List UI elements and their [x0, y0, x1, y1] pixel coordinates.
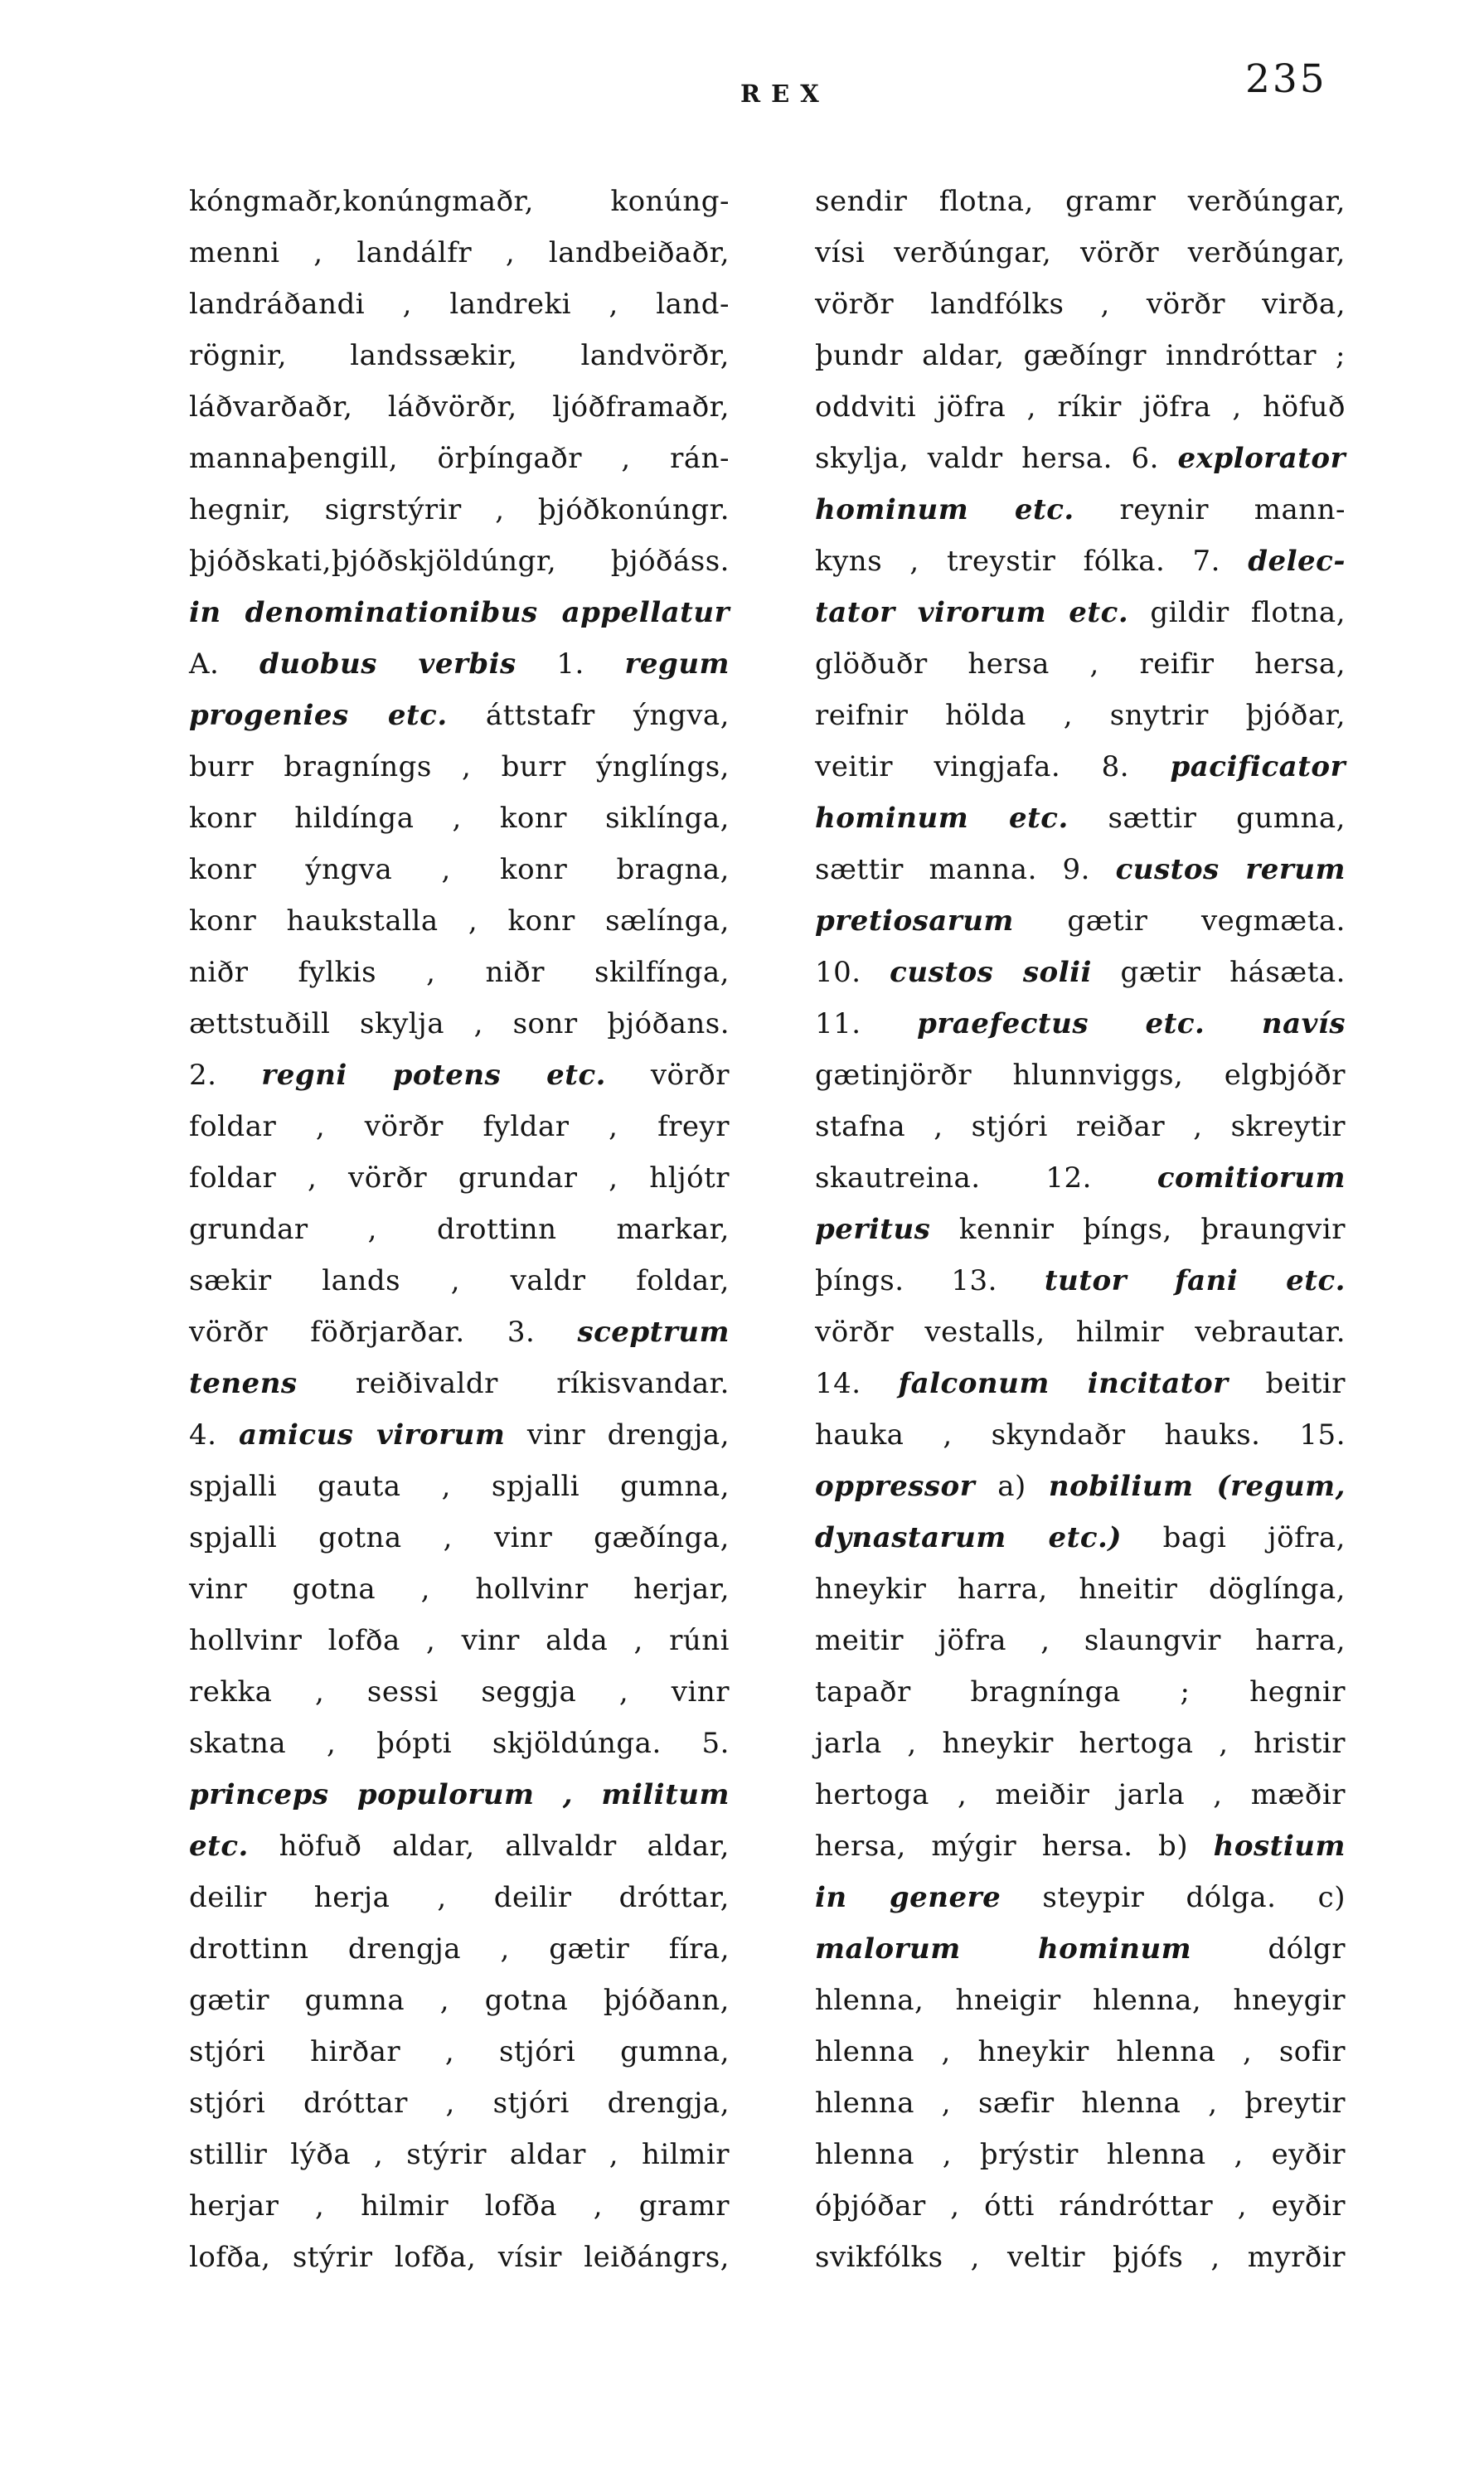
text-line: [815, 2232, 1346, 2283]
text-line: [189, 1512, 730, 1563]
text-line: [189, 1820, 730, 1872]
text-segment: sendir flotna, gramr verðúngar,: [815, 185, 1346, 218]
text-segment: ættstuðill skylja , sonr þjóðans.: [189, 1007, 730, 1040]
text-line: [815, 793, 1346, 844]
latin-term: regni potens etc.: [261, 1059, 606, 1092]
text-segment: steypir dólga. c): [1001, 1881, 1346, 1914]
text-segment: þjóðskati,þjóðskjöldúngr, þjóðáss.: [189, 545, 730, 578]
text-segment: beitir: [1228, 1367, 1346, 1400]
latin-term: falconum incitator: [898, 1367, 1229, 1400]
text-segment: menni , landálfr , landbeiðaðr,: [189, 236, 730, 269]
latin-term: in denominationibus appellatur: [189, 596, 730, 629]
text-line: [815, 1101, 1346, 1152]
text-segment: a): [975, 1470, 1049, 1503]
latin-term: pretiosarum: [815, 904, 1014, 938]
text-segment: mannaþengill, örþíngaðr , rán-: [189, 442, 730, 475]
text-segment: skatna , þópti skjöldúnga. 5.: [189, 1727, 730, 1760]
text-line: [815, 1820, 1346, 1872]
latin-term: duobus verbis: [259, 647, 516, 681]
text-segment: hauka , skyndaðr hauks. 15.: [815, 1418, 1346, 1452]
text-line: [189, 1307, 730, 1358]
text-segment: meitir jöfra , slaungvir harra,: [815, 1624, 1346, 1657]
text-line: [189, 2180, 730, 2232]
latin-term: tator virorum etc.: [815, 596, 1129, 629]
text-line: [815, 433, 1346, 484]
text-line: [189, 741, 730, 793]
text-segment: hlenna, hneigir hlenna, hneygir: [815, 1984, 1346, 2017]
text-line: [189, 227, 730, 279]
text-segment: veitir vingjafa. 8.: [815, 750, 1171, 783]
text-segment: hertoga , meiðir jarla , mæðir: [815, 1778, 1346, 1811]
latin-term: pacificator: [1170, 750, 1346, 783]
text-segment: dólgr: [1191, 1932, 1346, 1966]
text-segment: gætir hásæta.: [1091, 956, 1346, 989]
text-line: [189, 895, 730, 947]
text-line: [189, 433, 730, 484]
latin-term: regum: [624, 647, 730, 681]
text-segment: þíngs. 13.: [815, 1264, 1045, 1297]
text-line: [189, 844, 730, 895]
text-line: [189, 330, 730, 381]
latin-term: progenies etc.: [189, 699, 448, 732]
text-line: [815, 844, 1346, 895]
text-segment: 11.: [815, 1007, 918, 1040]
text-segment: rekka , sessi seggja , vinr: [189, 1675, 730, 1709]
text-line: [189, 1152, 730, 1204]
latin-term: praefectus etc. navís: [917, 1007, 1346, 1040]
text-line: [189, 2129, 730, 2180]
text-segment: skylja, valdr hersa. 6.: [815, 442, 1178, 475]
text-segment: höfuð aldar, allvaldr aldar,: [248, 1830, 730, 1863]
text-line: [815, 947, 1346, 998]
text-segment: láðvarðaðr, láðvörðr, ljóðframaðr,: [189, 390, 730, 424]
text-line: [189, 381, 730, 433]
text-line: [815, 330, 1346, 381]
text-segment: vörðr föðrjarðar. 3.: [189, 1316, 578, 1349]
latin-term: dynastarum etc.): [815, 1521, 1122, 1554]
text-segment: stafna , stjóri reiðar , skreytir: [815, 1110, 1346, 1143]
latin-term: delec-: [1248, 545, 1346, 578]
text-segment: reifnir hölda , snytrir þjóðar,: [815, 699, 1346, 732]
latin-term: comitiorum: [1157, 1161, 1346, 1195]
text-line: [815, 1307, 1346, 1358]
text-line: [189, 1101, 730, 1152]
text-segment: grundar , drottinn markar,: [189, 1213, 730, 1246]
text-segment: kennir þíngs, þraungvir: [930, 1213, 1346, 1246]
text-line: [189, 1563, 730, 1615]
text-line: [189, 1615, 730, 1666]
text-line: [189, 1204, 730, 1255]
text-segment: 4.: [189, 1418, 239, 1452]
text-line: [189, 1255, 730, 1307]
text-line: [815, 1204, 1346, 1255]
text-segment: gætir gumna , gotna þjóðann,: [189, 1984, 730, 2017]
text-line: [189, 947, 730, 998]
text-line: [815, 2077, 1346, 2129]
text-line: [815, 1923, 1346, 1975]
latin-term: in genere: [815, 1881, 1001, 1914]
text-line: [815, 638, 1346, 690]
text-line: [815, 895, 1346, 947]
text-segment: sækir lands , valdr foldar,: [189, 1264, 730, 1297]
text-line: [815, 1666, 1346, 1718]
text-segment: konr hildínga , konr siklínga,: [189, 802, 730, 835]
text-line: [189, 2077, 730, 2129]
latin-term: nobilium (regum,: [1048, 1470, 1346, 1503]
text-segment: bagi jöfra,: [1121, 1521, 1346, 1554]
text-line: [189, 2232, 730, 2283]
text-segment: hlenna , sæfir hlenna , þreytir: [815, 2087, 1346, 2120]
text-line: [815, 1409, 1346, 1461]
latin-term: tutor fani etc.: [1044, 1264, 1346, 1297]
text-line: [189, 793, 730, 844]
text-segment: kóngmaðr,konúngmaðr, konúng-: [189, 185, 730, 218]
text-segment: stillir lýða , stýrir aldar , hilmir: [189, 2138, 730, 2171]
left-column: [189, 176, 730, 2283]
text-segment: hneykir harra, hneitir döglínga,: [815, 1573, 1346, 1606]
text-line: [815, 2026, 1346, 2077]
text-segment: hlenna , þrýstir hlenna , eyðir: [815, 2138, 1346, 2171]
text-segment: vísi verðúngar, vörðr verðúngar,: [815, 236, 1346, 269]
text-segment: 10.: [815, 956, 890, 989]
text-line: [189, 2026, 730, 2077]
text-segment: rögnir, landssækir, landvörðr,: [189, 339, 730, 372]
text-line: [815, 536, 1346, 587]
text-segment: hollvinr lofða , vinr alda , rúni: [189, 1624, 730, 1657]
text-line: [815, 690, 1346, 741]
text-segment: skautreina. 12.: [815, 1161, 1157, 1195]
text-segment: foldar , vörðr grundar , hljótr: [189, 1161, 730, 1195]
text-line: [189, 1050, 730, 1101]
text-line: [815, 1975, 1346, 2026]
text-line: [815, 227, 1346, 279]
text-line: [815, 1872, 1346, 1923]
text-line: [189, 1769, 730, 1820]
text-line: [815, 1769, 1346, 1820]
text-segment: 2.: [189, 1059, 262, 1092]
text-line: [815, 1461, 1346, 1512]
text-segment: 1.: [516, 647, 625, 681]
text-segment: reiðivaldr ríkisvandar.: [297, 1367, 730, 1400]
text-segment: stjóri hirðar , stjóri gumna,: [189, 2035, 730, 2068]
text-line: [815, 1615, 1346, 1666]
text-line: [189, 536, 730, 587]
text-segment: lofða, stýrir lofða, vísir leiðángrs,: [189, 2241, 730, 2274]
text-segment: tapaðr bragnínga ; hegnir: [815, 1675, 1346, 1709]
text-line: [815, 2129, 1346, 2180]
text-segment: glöðuðr hersa , reifir hersa,: [815, 647, 1346, 681]
text-line: [189, 1358, 730, 1409]
right-column: [815, 176, 1346, 2283]
text-segment: vörðr: [606, 1059, 730, 1092]
text-segment: herjar , hilmir lofða , gramr: [189, 2189, 730, 2223]
text-segment: gætir vegmæta.: [1013, 904, 1346, 938]
text-segment: 14.: [815, 1367, 899, 1400]
text-segment: spjalli gotna , vinr gæðínga,: [189, 1521, 730, 1554]
latin-term: etc.: [189, 1830, 249, 1863]
text-segment: þundr aldar, gæðíngr inndróttar ;: [815, 339, 1346, 372]
text-segment: óþjóðar , ótti rándróttar , eyðir: [815, 2189, 1346, 2223]
latin-term: princeps populorum , militum: [189, 1778, 730, 1811]
text-segment: reynir mann-: [1074, 493, 1346, 526]
text-segment: áttstafr ýngva,: [447, 699, 730, 732]
text-segment: konr ýngva , konr bragna,: [189, 853, 730, 886]
text-line: [189, 1718, 730, 1769]
text-segment: landráðandi , landreki , land-: [189, 288, 730, 321]
latin-term: hostium: [1213, 1830, 1346, 1863]
text-segment: deilir herja , deilir dróttar,: [189, 1881, 730, 1914]
text-segment: konr haukstalla , konr sælínga,: [189, 904, 730, 938]
text-segment: niðr fylkis , niðr skilfínga,: [189, 956, 730, 989]
text-line: [189, 176, 730, 227]
text-line: [815, 1050, 1346, 1101]
text-line: [815, 741, 1346, 793]
text-segment: foldar , vörðr fyldar , freyr: [189, 1110, 730, 1143]
latin-term: peritus: [815, 1213, 931, 1246]
text-segment: vörðr landfólks , vörðr virða,: [815, 288, 1346, 321]
text-line: [189, 998, 730, 1050]
text-segment: svikfólks , veltir þjófs , myrðir: [815, 2241, 1346, 2274]
latin-term: custos rerum: [1115, 853, 1346, 886]
latin-term: amicus virorum: [238, 1418, 506, 1452]
text-line: [815, 381, 1346, 433]
text-line: [815, 279, 1346, 330]
text-segment: sættir gumna,: [1068, 802, 1346, 835]
text-line: [815, 176, 1346, 227]
text-line: [815, 1255, 1346, 1307]
text-segment: kyns , treystir fólka. 7.: [815, 545, 1249, 578]
text-line: [189, 1975, 730, 2026]
text-segment: gætinjörðr hlunnviggs, elgbjóðr: [815, 1059, 1346, 1092]
latin-term: custos solii: [890, 956, 1092, 989]
text-segment: vörðr vestalls, hilmir vebrautar.: [815, 1316, 1346, 1349]
page-number: 235: [1245, 56, 1327, 102]
text-segment: vinr drengja,: [505, 1418, 730, 1452]
text-segment: jarla , hneykir hertoga , hristir: [815, 1727, 1346, 1760]
text-segment: oddviti jöfra , ríkir jöfra , höfuð: [815, 390, 1346, 424]
text-line: [815, 2180, 1346, 2232]
text-line: [815, 1358, 1346, 1409]
text-segment: drottinn drengja , gætir fíra,: [189, 1932, 730, 1966]
text-line: [815, 1152, 1346, 1204]
text-line: [189, 1461, 730, 1512]
text-segment: stjóri dróttar , stjóri drengja,: [189, 2087, 730, 2120]
latin-term: hominum etc.: [815, 493, 1074, 526]
text-segment: A.: [189, 647, 260, 681]
text-line: [189, 279, 730, 330]
text-segment: hersa, mýgir hersa. b): [815, 1830, 1214, 1863]
latin-term: sceptrum: [577, 1316, 730, 1349]
text-line: [815, 1718, 1346, 1769]
running-title: REX: [740, 80, 830, 108]
text-line: [189, 1923, 730, 1975]
text-line: [189, 484, 730, 536]
latin-term: oppressor: [815, 1470, 976, 1503]
text-line: [189, 1872, 730, 1923]
text-line: [189, 1666, 730, 1718]
text-line: [189, 638, 730, 690]
text-line: [189, 1409, 730, 1461]
text-line: [815, 1563, 1346, 1615]
text-segment: hegnir, sigrstýrir , þjóðkonúngr.: [189, 493, 730, 526]
text-line: [815, 1512, 1346, 1563]
text-line: [189, 690, 730, 741]
latin-term: tenens: [189, 1367, 298, 1400]
text-line: [189, 587, 730, 638]
text-segment: vinr gotna , hollvinr herjar,: [189, 1573, 730, 1606]
text-line: [815, 998, 1346, 1050]
latin-term: explorator: [1177, 442, 1346, 475]
text-line: [815, 587, 1346, 638]
latin-term: malorum hominum: [815, 1932, 1192, 1966]
text-segment: gildir flotna,: [1128, 596, 1346, 629]
text-segment: spjalli gauta , spjalli gumna,: [189, 1470, 730, 1503]
text-segment: hlenna , hneykir hlenna , sofir: [815, 2035, 1346, 2068]
text-line: [815, 484, 1346, 536]
text-segment: burr bragníngs , burr ýnglíngs,: [189, 750, 730, 783]
text-segment: sættir manna. 9.: [815, 853, 1116, 886]
latin-term: hominum etc.: [815, 802, 1069, 835]
